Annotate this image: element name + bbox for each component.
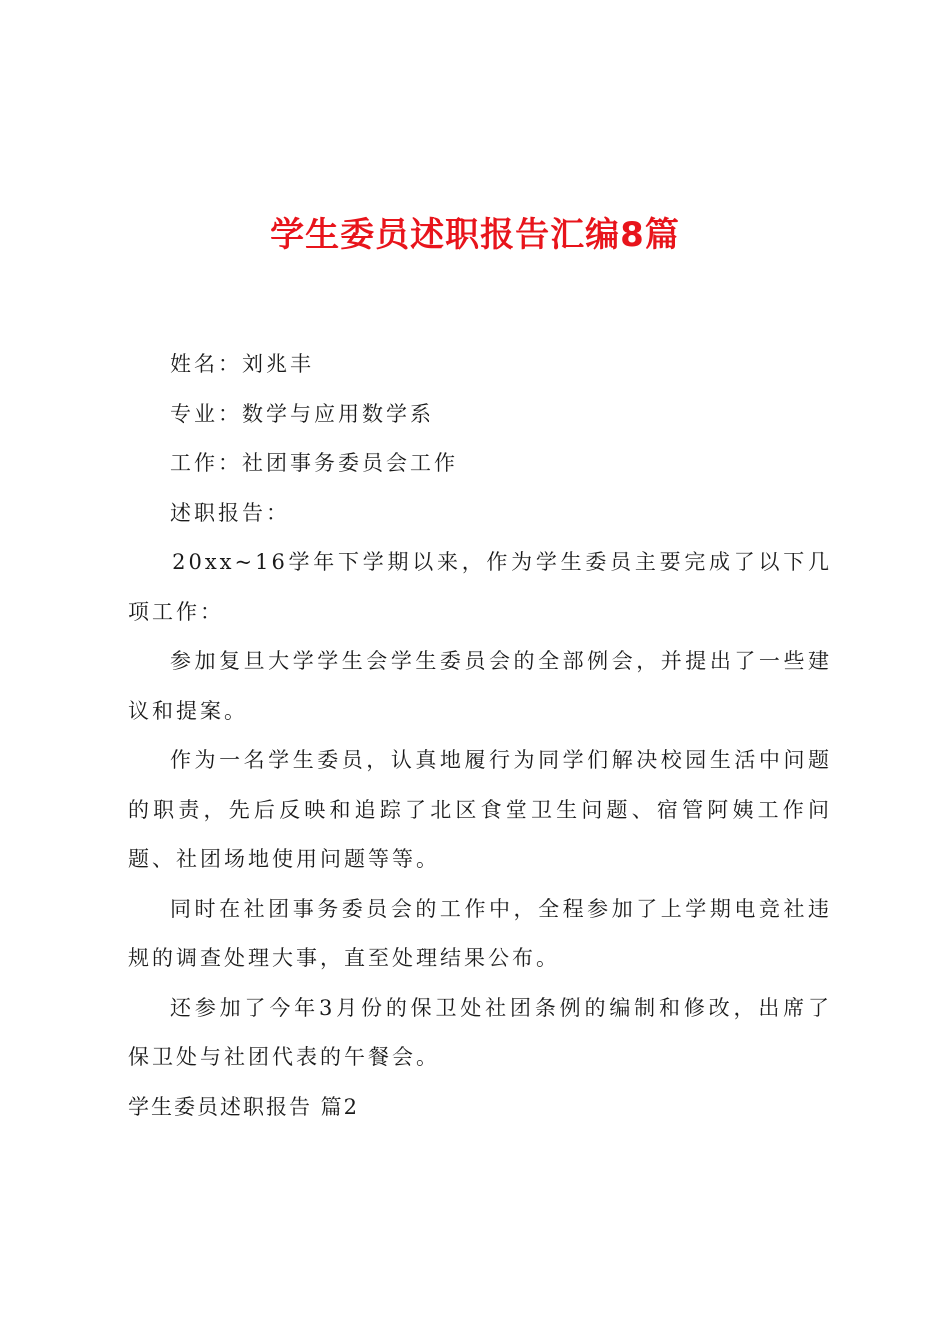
paragraph-meetings: 参加复旦大学学生会学生委员会的全部例会，并提出了一些建议和提案。 xyxy=(128,649,832,723)
section-heading: 学生委员述职报告 篇2 xyxy=(128,1094,360,1119)
info-name: 姓名：刘兆丰 xyxy=(170,352,314,376)
info-work: 工作：社团事务委员会工作 xyxy=(170,451,458,475)
document-body xyxy=(128,340,832,1132)
paragraph-duties: 作为一名学生委员，认真地履行为同学们解决校园生活中问题的职责，先后反映和追踪了北区食堂卫生问题、宿管阿姨工作问题、社团场地使用问题等等。 xyxy=(128,748,832,871)
document-title: 学生委员述职报告汇编8篇 xyxy=(270,215,680,255)
report-label: 述职报告： xyxy=(170,500,290,525)
info-major: 专业：数学与应用数学系 xyxy=(170,401,434,426)
paragraph-regulations: 还参加了今年3月份的保卫处社团条例的编制和修改，出席了保卫处与社团代表的午餐会。 xyxy=(128,995,832,1069)
paragraph-esports: 同时在社团事务委员会的工作中，全程参加了上学期电竞社违规的调查处理大事，直至处理结果公布。 xyxy=(128,896,832,970)
paragraph-intro: 20xx~16学年下学期以来，作为学生委员主要完成了以下几项工作： xyxy=(128,550,832,624)
